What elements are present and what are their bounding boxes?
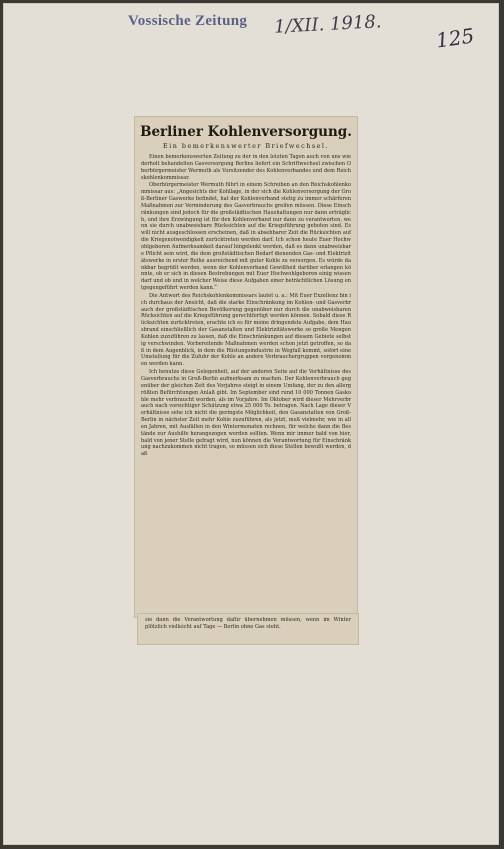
newspaper-clipping-continuation	[138, 614, 358, 644]
handwritten-date: 1/XII. 1918.	[273, 11, 383, 38]
article-paragraph: Die Antwort des Reichskohlenkommissars lautet u. a.: Mit Euer Exzellenz bin ich durchaus der Ansicht, daß die starke Einschränkung im Kohlen- und Gasverbrauch der großstädtischen Bevölkerung gegenüber nur durch die unabweisbaren Rücksichten auf die Kriegsführung gerechtfertigt werden können. Sobald diese Rücksichten zurücktreten, erachte ich es für meine dringendste Aufgabe, dem Hausbrand einschließlich der Gasanstalten und Elektrizitätswerke so große Mengen Kohlen zuzuführen zu lassen, daß die Einschränkungen auf diesem Gebiete selbstig verschwinden. Vorbereitende Maßnahmen werden schon jetzt getroffen, so daß in dem Augenblick, in dem die Rüstungsindustrie in Wegfall kommt, sofort eine Umstellung für die Zufuhr der Kohle an andere Verbrauchergruppen vorgenommen werden kann.	[141, 292, 351, 368]
article-subtitle: Ein bemerkenswerter Briefwechsel.	[163, 142, 329, 150]
handwritten-folio-number: 125	[434, 23, 476, 53]
article-paragraph: Einen bemerkenswerten Zeitung zu der in den letzten Tagen auch von uns wiederholt behandelten Gasversorgung Berlins liefert ein Schriftwechsel zwischen Oberbürgermeister Wermuth als Vorsitzender des Kohlenverbandes und dem Reichskohlenkommissar.	[141, 154, 351, 181]
article-paragraph: Ich benutze diese Gelegenheit, auf der anderen Seite auf die Verhältnisse des Gasverbrauchs in Groß-Berlin aufmerksam zu machen. Der Kohlenverbrauch gegenüber der gleichen Zeit des Vorjahres steigt in einem Umfang, der zu den allergrößten Befürchtungen Anlaß gibt. Im September sind rund 10 000 Tonnen Gaskohle mehr verbraucht worden, als im Vorjahre. Im Oktober wird dieser Mehrverbrauch nach vorsichtiger Schätzung etwa 25 000 To. betragen. Nach Lage dieser Verhältnisse sehe ich nicht die geringste Möglichkeit, den Gasanstalten von Groß-Berlin in nächster Zeit mehr Kohle zuzuführen, als jetzt, muß vielmehr, wie in allen Jahren, mit Ausfällen in den Wintermonaten rechnen, für welche dann die Bestände zur Aushilfe herangezogen werden sollten. Wenn mir immer bald von hier, bald von jener Stelle gefragt wird, nun können die Verantwortung für Einschränkung nachzukommen nicht tragen, so müssen sich diese Stellen bewußt werden, daß	[141, 369, 351, 458]
newspaper-clipping	[135, 117, 357, 617]
article-title: Berliner Kohlenversorgung.	[140, 124, 352, 140]
article-paragraph: Oberbürgermeister Wermuth führt in einem Schreiben an den Reichskohlenkommissar aus: „Angesichts der Kohllage, in der sich die Kohlenversorgung der Groß-Berliner Gaswerke befindet, hat der Kohlenverband stetig zu immer schärferen Maßnahmen zur Verminderung des Gasverbrauchs greifen müssen. Diese Einschränkungen sind jedoch für die großstädtischen Haushaltungen nur dann erträglich, und ihre Erzwingung ist für den Kohlenverband nur dann zu verantworten, wenn sie durch unabweisbare Rücksichten auf die Kriegsführung geboten sind. Es will nicht ausgeschlossen erscheinen, daß in absehbarer Zeit die Rücksichten auf die Kriegsnotwendigkeit zurücktreten werden darf. Ich schon heute Euer Hochwohlgeboren Aufmerksamkeit darauf hingelenkt werden, daß es dann unabweisbare Pflicht sein wird, die dem großstädtischen Bedarf dienenden Gas- und Elektrizitätswerke in erster Reihe ausreichend mit guter Kohle zu versorgen. Es würde dankbar begrüßt werden, wenn der Kohlenverband Gewißheit darüber erlangen könnte, ob er sich in diesen Bestrebungen mit Euer Hochwohlgeboren einig wissen darf und ob und in welcher Weise diese Aufgaben einer beträchtlichen Lösung entgegengeführt werden kann.“	[141, 182, 351, 292]
article-closing: sie dann die Verantwortung dafür übernehmen müssen, wenn im Winter plötzlich vielleicht auf Tage — Berlin ohne Gas steht.	[145, 617, 351, 630]
article-body	[135, 154, 357, 458]
newspaper-name-stamp: Vossische Zeitung	[128, 13, 248, 29]
